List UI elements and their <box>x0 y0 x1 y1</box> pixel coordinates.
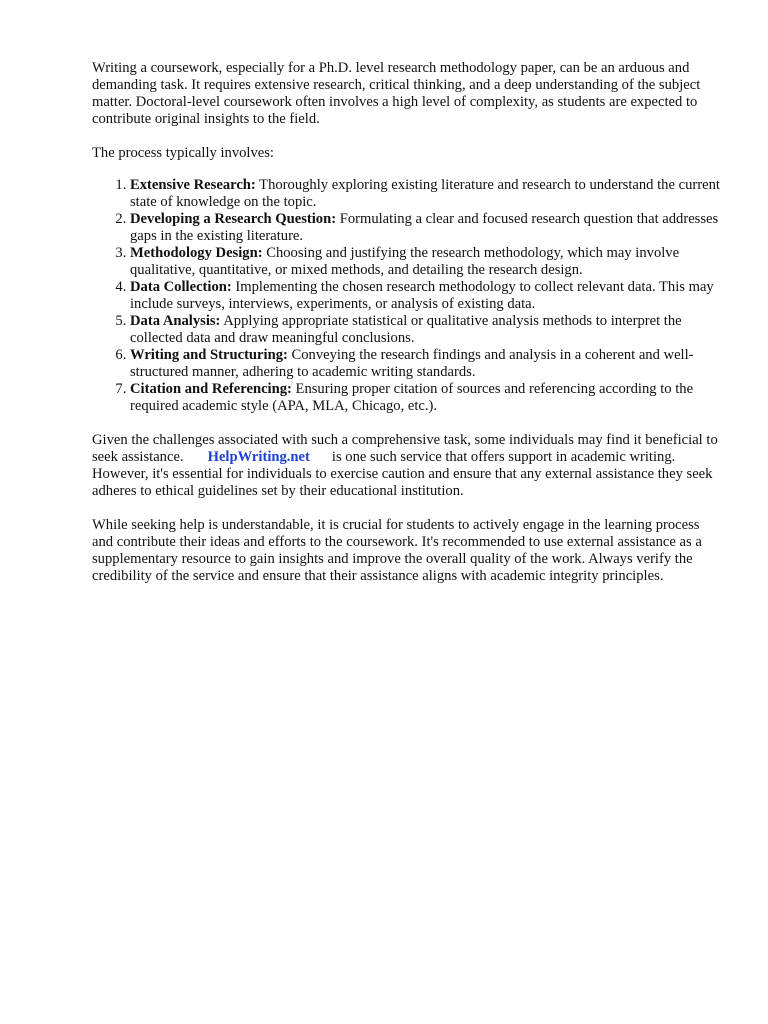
step-term: Developing a Research Question: <box>130 211 337 227</box>
list-item <box>130 211 722 245</box>
step-text: Thoroughly exploring existing literature and research to understand the current state of knowledge on the topic. <box>130 177 720 210</box>
step-text: Conveying the research findings and analysis in a coherent and well-structured manner, adhering to academic writing standards. <box>130 347 694 380</box>
step-term: Data Collection: <box>130 279 232 295</box>
step-term: Data Analysis: <box>130 313 221 329</box>
list-item <box>130 279 722 313</box>
list-item <box>130 177 722 211</box>
step-text: Implementing the chosen research methodology to collect relevant data. This may include surveys, interviews, experiments, or analysis of existing data. <box>130 279 714 312</box>
assistance-paragraph <box>92 432 722 500</box>
list-item <box>130 347 722 381</box>
list-item <box>130 313 722 347</box>
closing-paragraph: While seeking help is understandable, it is crucial for students to actively engage in the learning process and contribute their ideas and efforts to the coursework. It's recommended to use external assistance as a supplementary resource to gain insights and improve the overall quality of the work. Always verify the credibility of the service and ensure that their assistance aligns with academic integrity principles. <box>92 517 702 584</box>
process-steps-list <box>92 177 722 415</box>
step-text: Choosing and justifying the research methodology, which may involve qualitative, quantitative, or mixed methods, and detailing the research design. <box>130 245 680 278</box>
list-item <box>130 245 722 279</box>
step-term: Writing and Structuring: <box>130 347 288 363</box>
assistance-before: Given the challenges associated with such a comprehensive task, some individuals may find it beneficial to seek assistance. <box>92 432 718 465</box>
step-term: Methodology Design: <box>130 245 263 261</box>
helpwriting-link[interactable]: HelpWriting.net <box>207 449 310 465</box>
intro-paragraph: Writing a coursework, especially for a Ph.D. level research methodology paper, can be an arduous and demanding task. It requires extensive research, critical thinking, and a deep understanding of the subject matter. Doctoral-level coursework often involves a high level of complexity, as students are expected to contribute original insights to the field. <box>92 60 701 127</box>
assistance-after: is one such service that offers support in academic writing. However, it's essential for individuals to exercise caution and ensure that any external assistance they seek adheres to ethical guidelines set by their educational institution. <box>92 449 713 499</box>
step-term: Citation and Referencing: <box>130 381 292 397</box>
list-item <box>130 381 722 415</box>
step-text: Ensuring proper citation of sources and referencing according to the required academic style (APA, MLA, Chicago, etc.). <box>130 381 694 414</box>
document-page <box>92 60 722 585</box>
step-text: Applying appropriate statistical or qualitative analysis methods to interpret the collected data and draw meaningful conclusions. <box>130 313 682 346</box>
step-text: Formulating a clear and focused research question that addresses gaps in the existing literature. <box>130 211 719 244</box>
step-term: Extensive Research: <box>130 177 256 193</box>
process-lead: The process typically involves: <box>92 145 274 161</box>
